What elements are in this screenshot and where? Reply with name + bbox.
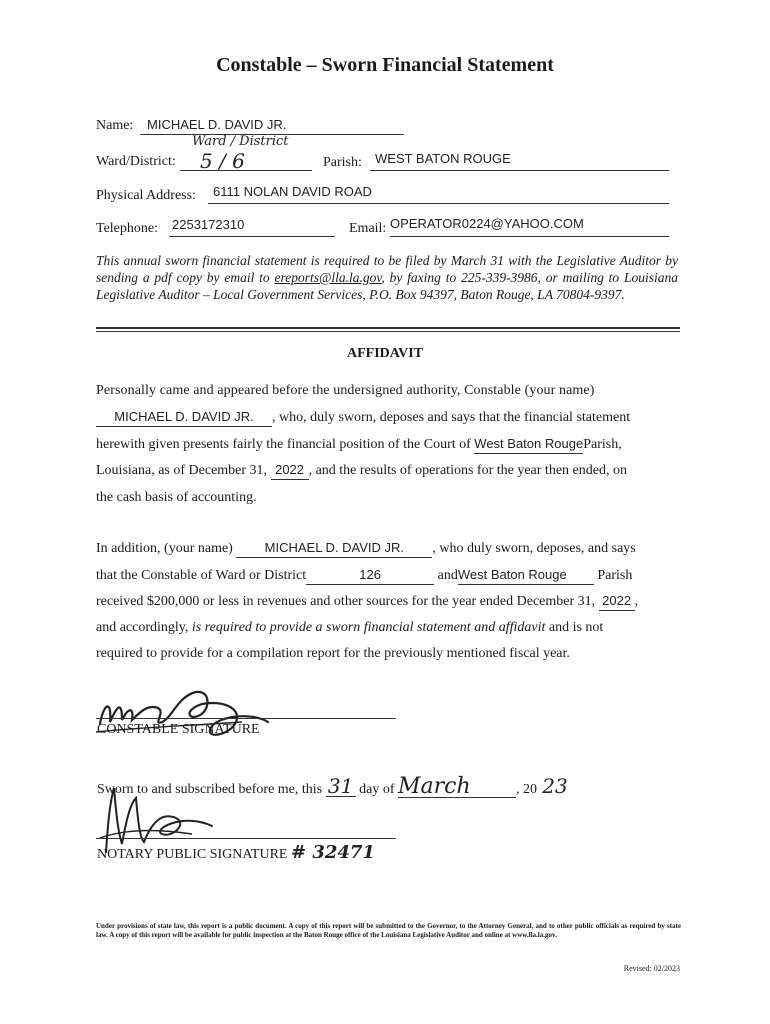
ward-handwriting-note: Ward / District — [192, 134, 289, 149]
affidavit-p1-line2: MICHAEL D. DAVID JR. , who, duly sworn, deposes and says that the financial statement — [96, 405, 630, 430]
constable-signature-line — [96, 718, 396, 719]
address-field[interactable]: 6111 NOLAN DAVID ROAD — [213, 184, 372, 199]
email-label: Email: — [349, 221, 387, 236]
ward-label: Ward/District: — [96, 154, 176, 169]
sworn-day-field[interactable]: 31 — [326, 776, 356, 797]
affidavit-p1-line4: Louisiana, as of December 31, 2022 , and the results of operations for the year then ended, on — [96, 462, 627, 478]
filing-instructions: This annual sworn financial statement is required to be filed by March 31 with the Legislative Auditor by sending a pdf copy by email to ereports@lla.la.gov, by faxing to 225-339-3986, or mailing to Louisiana Legislative Auditor – Local Government Services, P.O. Box 94397, Baton Rouge, LA 70804-9397. — [96, 253, 679, 302]
affidavit-p2-line5: required to provide for a compilation report for the previously mentioned fiscal year. — [96, 646, 570, 661]
section-divider — [96, 327, 680, 329]
sworn-month-field[interactable]: March — [398, 777, 516, 798]
affidavit-p1-line5: the cash basis of accounting. — [96, 490, 257, 505]
notary-signature-line — [96, 838, 396, 839]
address-underline — [208, 203, 669, 204]
revised-date: Revised: 02/2023 — [623, 964, 680, 973]
second-name-field[interactable]: MICHAEL D. DAVID JR. — [236, 539, 432, 558]
telephone-field[interactable]: 2253172310 — [172, 217, 245, 232]
email-underline — [390, 236, 669, 237]
affidavit-p2-line2: that the Constable of Ward or District 126 andWest Baton Rouge Parish — [96, 567, 633, 583]
telephone-label: Telephone: — [96, 221, 158, 236]
section-divider-thin — [96, 331, 680, 332]
email-link[interactable]: ereports@lla.la.gov — [274, 270, 382, 285]
court-parish-field[interactable]: West Baton Rouge — [474, 435, 583, 454]
name-field[interactable]: MICHAEL D. DAVID JR. — [147, 117, 287, 132]
name-label: Name: — [96, 118, 134, 133]
email-field[interactable]: OPERATOR0224@YAHOO.COM — [390, 216, 584, 231]
district-parish-field[interactable]: West Baton Rouge — [458, 566, 594, 585]
affidavit-p2-line1: In addition, (your name) MICHAEL D. DAVID JR. , who duly sworn, deposes, and says — [96, 540, 636, 556]
ward-field[interactable]: 5 / 6 — [200, 149, 245, 173]
sworn-year-field[interactable]: 23 — [542, 774, 568, 798]
public-document-notice: Under provisions of state law, this report is a public document. A copy of this report will be submitted to the Governor, to the Attorney General, and to other public officials as required by state law. A copy of this report will be available for public inspection at the Baton Rouge office of the Louisiana Legislative Auditor and online at www.lla.la.gov. — [96, 922, 681, 939]
affidavit-year-field[interactable]: 2022 — [271, 461, 309, 480]
affidavit-p1-line3: herewith given presents fairly the financial position of the Court of West Baton RougeParish, — [96, 436, 622, 452]
revenue-year-field[interactable]: 2022 — [599, 592, 635, 611]
address-label: Physical Address: — [96, 188, 196, 203]
district-field[interactable]: 126 — [306, 566, 434, 585]
parish-field[interactable]: WEST BATON ROUGE — [375, 151, 511, 166]
constable-signature[interactable] — [92, 682, 282, 752]
affidavit-p1-line1: Personally came and appeared before the undersigned authority, Constable (your name) — [96, 383, 595, 398]
constable-signature-label: CONSTABLE SIGNATURE — [97, 722, 260, 737]
telephone-underline — [169, 236, 335, 237]
page-title: Constable – Sworn Financial Statement — [216, 54, 554, 76]
affidavit-heading: AFFIDAVIT — [347, 346, 423, 361]
notary-signature-label: NOTARY PUBLIC SIGNATURE # 32471 — [97, 842, 375, 863]
affidavit-p2-line3: received $200,000 or less in revenues and other sources for the year ended December 31, 2022 , — [96, 593, 639, 609]
sworn-statement: Sworn to and subscribed before me, this 31 day of March , 20 23 — [97, 776, 573, 798]
notary-number: # 32471 — [290, 842, 375, 863]
parish-underline — [370, 170, 669, 171]
parish-label: Parish: — [323, 155, 362, 170]
affidavit-p2-line4: and accordingly, is required to provide a sworn financial statement and affidavit and is not — [96, 620, 604, 635]
constable-name-field[interactable]: MICHAEL D. DAVID JR. — [96, 408, 272, 427]
